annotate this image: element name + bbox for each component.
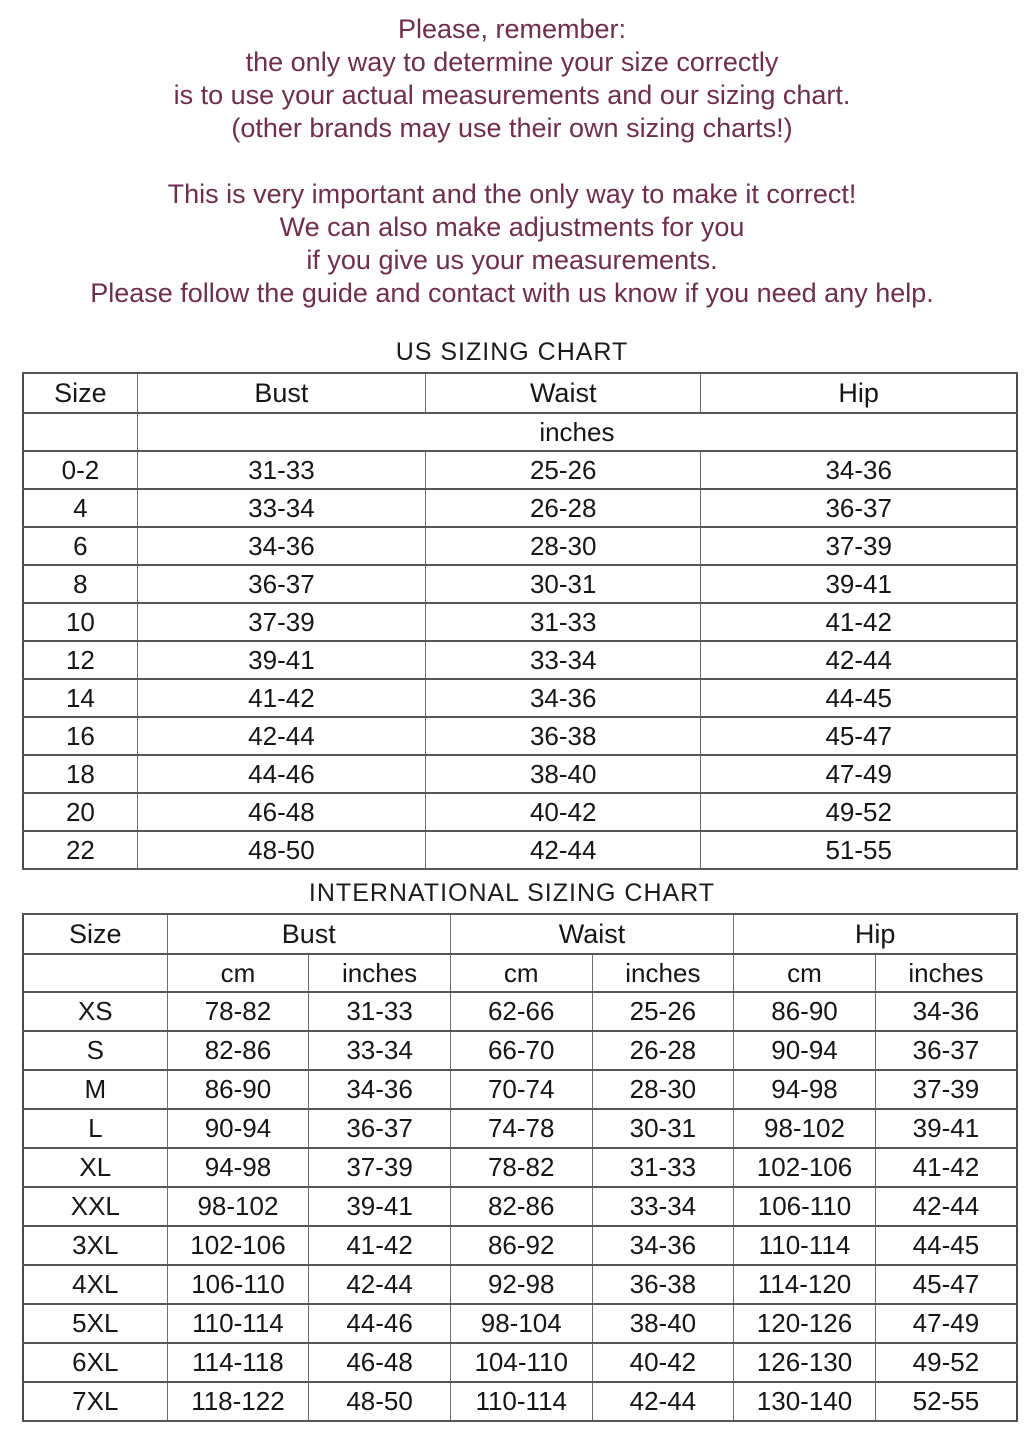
measurement-cell: 34-36 bbox=[137, 527, 425, 565]
measurement-cell: 39-41 bbox=[701, 565, 1017, 603]
table-row bbox=[23, 1265, 1017, 1304]
measurement-cell: 33-34 bbox=[592, 1187, 734, 1226]
intro-line: is to use your actual measurements and our sizing chart. bbox=[173, 80, 851, 110]
measurement-cell: 34-36 bbox=[701, 451, 1017, 489]
us-sizing-table bbox=[22, 372, 1018, 870]
measurement-cell: 39-41 bbox=[137, 641, 425, 679]
measurement-cell: 114-118 bbox=[167, 1343, 309, 1382]
measurement-cell: 38-40 bbox=[426, 755, 701, 793]
table-row bbox=[23, 1109, 1017, 1148]
table-row bbox=[23, 1382, 1017, 1421]
size-cell: XS bbox=[23, 992, 167, 1031]
measurement-cell: 36-37 bbox=[875, 1031, 1017, 1070]
measurement-cell: 120-126 bbox=[734, 1304, 876, 1343]
measurement-cell: 102-106 bbox=[167, 1226, 309, 1265]
intro-line: the only way to determine your size correctly bbox=[245, 47, 779, 77]
table-row bbox=[23, 679, 1017, 717]
measurement-cell: 104-110 bbox=[450, 1343, 592, 1382]
size-cell: XL bbox=[23, 1148, 167, 1187]
measurement-cell: 42-44 bbox=[426, 831, 701, 869]
measurement-cell: 94-98 bbox=[734, 1070, 876, 1109]
measurement-cell: 33-34 bbox=[137, 489, 425, 527]
intro-line: (other brands may use their own sizing charts!) bbox=[231, 113, 793, 143]
measurement-cell: 44-45 bbox=[701, 679, 1017, 717]
unit-label-inches: inches bbox=[592, 954, 734, 992]
unit-label-cm: cm bbox=[167, 954, 309, 992]
measurement-cell: 94-98 bbox=[167, 1148, 309, 1187]
measurement-cell: 44-46 bbox=[137, 755, 425, 793]
table-row bbox=[23, 1070, 1017, 1109]
measurement-cell: 106-110 bbox=[167, 1265, 309, 1304]
column-header-bust: Bust bbox=[137, 373, 425, 413]
measurement-cell: 36-37 bbox=[701, 489, 1017, 527]
measurement-cell: 41-42 bbox=[701, 603, 1017, 641]
table-row bbox=[23, 1226, 1017, 1265]
measurement-cell: 48-50 bbox=[137, 831, 425, 869]
measurement-cell: 49-52 bbox=[875, 1343, 1017, 1382]
international-sizing-table bbox=[22, 913, 1018, 1422]
measurement-cell: 42-44 bbox=[137, 717, 425, 755]
measurement-cell: 44-45 bbox=[875, 1226, 1017, 1265]
measurement-cell: 45-47 bbox=[701, 717, 1017, 755]
us-unit-row bbox=[23, 413, 1017, 451]
measurement-cell: 34-36 bbox=[426, 679, 701, 717]
measurement-cell: 52-55 bbox=[875, 1382, 1017, 1421]
measurement-cell: 98-102 bbox=[167, 1187, 309, 1226]
measurement-cell: 86-92 bbox=[450, 1226, 592, 1265]
measurement-cell: 30-31 bbox=[426, 565, 701, 603]
size-cell: 22 bbox=[23, 831, 137, 869]
intl-chart-title: INTERNATIONAL SIZING CHART bbox=[308, 879, 716, 907]
measurement-cell: 51-55 bbox=[701, 831, 1017, 869]
size-cell: 16 bbox=[23, 717, 137, 755]
column-header-size: Size bbox=[23, 373, 137, 413]
measurement-cell: 33-34 bbox=[309, 1031, 451, 1070]
size-cell: 4XL bbox=[23, 1265, 167, 1304]
measurement-cell: 41-42 bbox=[875, 1148, 1017, 1187]
table-row bbox=[23, 641, 1017, 679]
table-row bbox=[23, 1304, 1017, 1343]
measurement-cell: 46-48 bbox=[137, 793, 425, 831]
measurement-cell: 40-42 bbox=[426, 793, 701, 831]
measurement-cell: 86-90 bbox=[734, 992, 876, 1031]
table-row bbox=[23, 1343, 1017, 1382]
measurement-cell: 38-40 bbox=[592, 1304, 734, 1343]
measurement-cell: 26-28 bbox=[592, 1031, 734, 1070]
measurement-cell: 25-26 bbox=[592, 992, 734, 1031]
intro-line: This is very important and the only way to make it correct! bbox=[167, 179, 857, 209]
measurement-cell: 102-106 bbox=[734, 1148, 876, 1187]
size-cell: 20 bbox=[23, 793, 137, 831]
size-cell: M bbox=[23, 1070, 167, 1109]
measurement-cell: 26-28 bbox=[426, 489, 701, 527]
measurement-cell: 42-44 bbox=[875, 1187, 1017, 1226]
measurement-cell: 82-86 bbox=[167, 1031, 309, 1070]
measurement-cell: 30-31 bbox=[592, 1109, 734, 1148]
measurement-cell: 92-98 bbox=[450, 1265, 592, 1304]
us-chart-title: US SIZING CHART bbox=[395, 338, 629, 366]
measurement-cell: 39-41 bbox=[875, 1109, 1017, 1148]
column-header-hip: Hip bbox=[701, 373, 1017, 413]
measurement-cell: 126-130 bbox=[734, 1343, 876, 1382]
measurement-cell: 82-86 bbox=[450, 1187, 592, 1226]
column-header-hip: Hip bbox=[734, 914, 1017, 954]
measurement-cell: 36-38 bbox=[426, 717, 701, 755]
size-cell: S bbox=[23, 1031, 167, 1070]
paragraph-gap bbox=[0, 145, 1024, 178]
table-row bbox=[23, 565, 1017, 603]
size-cell: 4 bbox=[23, 489, 137, 527]
size-cell: 6XL bbox=[23, 1343, 167, 1382]
measurement-cell: 31-33 bbox=[137, 451, 425, 489]
unit-label-cm: cm bbox=[734, 954, 876, 992]
measurement-cell: 74-78 bbox=[450, 1109, 592, 1148]
measurement-cell: 33-34 bbox=[426, 641, 701, 679]
column-header-waist: Waist bbox=[450, 914, 733, 954]
unit-label-inches: inches bbox=[875, 954, 1017, 992]
unit-label-inches: inches bbox=[309, 954, 451, 992]
measurement-cell: 130-140 bbox=[734, 1382, 876, 1421]
measurement-cell: 25-26 bbox=[426, 451, 701, 489]
table-row bbox=[23, 451, 1017, 489]
unit-label: inches bbox=[137, 413, 1017, 451]
size-cell: 12 bbox=[23, 641, 137, 679]
size-cell: 18 bbox=[23, 755, 137, 793]
measurement-cell: 36-38 bbox=[592, 1265, 734, 1304]
table-row bbox=[23, 717, 1017, 755]
empty-cell bbox=[23, 413, 137, 451]
table-row bbox=[23, 793, 1017, 831]
measurement-cell: 36-37 bbox=[137, 565, 425, 603]
measurement-cell: 78-82 bbox=[450, 1148, 592, 1187]
intro-line: We can also make adjustments for you bbox=[279, 212, 745, 242]
measurement-cell: 37-39 bbox=[309, 1148, 451, 1187]
us-header-row bbox=[23, 373, 1017, 413]
us-table-body bbox=[23, 451, 1017, 869]
column-header-waist: Waist bbox=[426, 373, 701, 413]
measurement-cell: 31-33 bbox=[309, 992, 451, 1031]
intl-header-row bbox=[23, 914, 1017, 954]
column-header-bust: Bust bbox=[167, 914, 450, 954]
measurement-cell: 37-39 bbox=[137, 603, 425, 641]
intro-line: if you give us your measurements. bbox=[306, 245, 718, 275]
measurement-cell: 31-33 bbox=[426, 603, 701, 641]
measurement-cell: 110-114 bbox=[734, 1226, 876, 1265]
measurement-cell: 40-42 bbox=[592, 1343, 734, 1382]
empty-cell bbox=[23, 954, 167, 992]
measurement-cell: 31-33 bbox=[592, 1148, 734, 1187]
table-row bbox=[23, 1148, 1017, 1187]
size-cell: L bbox=[23, 1109, 167, 1148]
size-cell: 10 bbox=[23, 603, 137, 641]
size-cell: 6 bbox=[23, 527, 137, 565]
size-cell: 0-2 bbox=[23, 451, 137, 489]
measurement-cell: 34-36 bbox=[309, 1070, 451, 1109]
table-row bbox=[23, 489, 1017, 527]
measurement-cell: 42-44 bbox=[592, 1382, 734, 1421]
measurement-cell: 114-120 bbox=[734, 1265, 876, 1304]
measurement-cell: 78-82 bbox=[167, 992, 309, 1031]
intl-table-body bbox=[23, 992, 1017, 1421]
intro-line: Please follow the guide and contact with us know if you need any help. bbox=[90, 278, 934, 308]
size-cell: 8 bbox=[23, 565, 137, 603]
measurement-cell: 49-52 bbox=[701, 793, 1017, 831]
column-header-size: Size bbox=[23, 914, 167, 954]
measurement-cell: 42-44 bbox=[309, 1265, 451, 1304]
measurement-cell: 110-114 bbox=[167, 1304, 309, 1343]
table-row bbox=[23, 1031, 1017, 1070]
measurement-cell: 47-49 bbox=[875, 1304, 1017, 1343]
measurement-cell: 98-104 bbox=[450, 1304, 592, 1343]
measurement-cell: 34-36 bbox=[875, 992, 1017, 1031]
measurement-cell: 28-30 bbox=[426, 527, 701, 565]
table-row bbox=[23, 755, 1017, 793]
size-cell: 5XL bbox=[23, 1304, 167, 1343]
size-cell: XXL bbox=[23, 1187, 167, 1226]
measurement-cell: 34-36 bbox=[592, 1226, 734, 1265]
intro-note bbox=[0, 0, 1024, 310]
table-row bbox=[23, 992, 1017, 1031]
table-row bbox=[23, 527, 1017, 565]
measurement-cell: 44-46 bbox=[309, 1304, 451, 1343]
measurement-cell: 37-39 bbox=[701, 527, 1017, 565]
measurement-cell: 106-110 bbox=[734, 1187, 876, 1226]
measurement-cell: 46-48 bbox=[309, 1343, 451, 1382]
measurement-cell: 41-42 bbox=[309, 1226, 451, 1265]
measurement-cell: 48-50 bbox=[309, 1382, 451, 1421]
measurement-cell: 90-94 bbox=[167, 1109, 309, 1148]
intro-line: Please, remember: bbox=[397, 14, 627, 44]
size-cell: 3XL bbox=[23, 1226, 167, 1265]
measurement-cell: 110-114 bbox=[450, 1382, 592, 1421]
measurement-cell: 41-42 bbox=[137, 679, 425, 717]
measurement-cell: 47-49 bbox=[701, 755, 1017, 793]
measurement-cell: 70-74 bbox=[450, 1070, 592, 1109]
measurement-cell: 90-94 bbox=[734, 1031, 876, 1070]
size-cell: 14 bbox=[23, 679, 137, 717]
size-cell: 7XL bbox=[23, 1382, 167, 1421]
table-row bbox=[23, 1187, 1017, 1226]
measurement-cell: 36-37 bbox=[309, 1109, 451, 1148]
measurement-cell: 39-41 bbox=[309, 1187, 451, 1226]
measurement-cell: 118-122 bbox=[167, 1382, 309, 1421]
measurement-cell: 45-47 bbox=[875, 1265, 1017, 1304]
measurement-cell: 66-70 bbox=[450, 1031, 592, 1070]
measurement-cell: 42-44 bbox=[701, 641, 1017, 679]
measurement-cell: 86-90 bbox=[167, 1070, 309, 1109]
measurement-cell: 37-39 bbox=[875, 1070, 1017, 1109]
intl-unit-row bbox=[23, 954, 1017, 992]
measurement-cell: 28-30 bbox=[592, 1070, 734, 1109]
table-row bbox=[23, 603, 1017, 641]
table-row bbox=[23, 831, 1017, 869]
unit-label-cm: cm bbox=[450, 954, 592, 992]
measurement-cell: 98-102 bbox=[734, 1109, 876, 1148]
measurement-cell: 62-66 bbox=[450, 992, 592, 1031]
